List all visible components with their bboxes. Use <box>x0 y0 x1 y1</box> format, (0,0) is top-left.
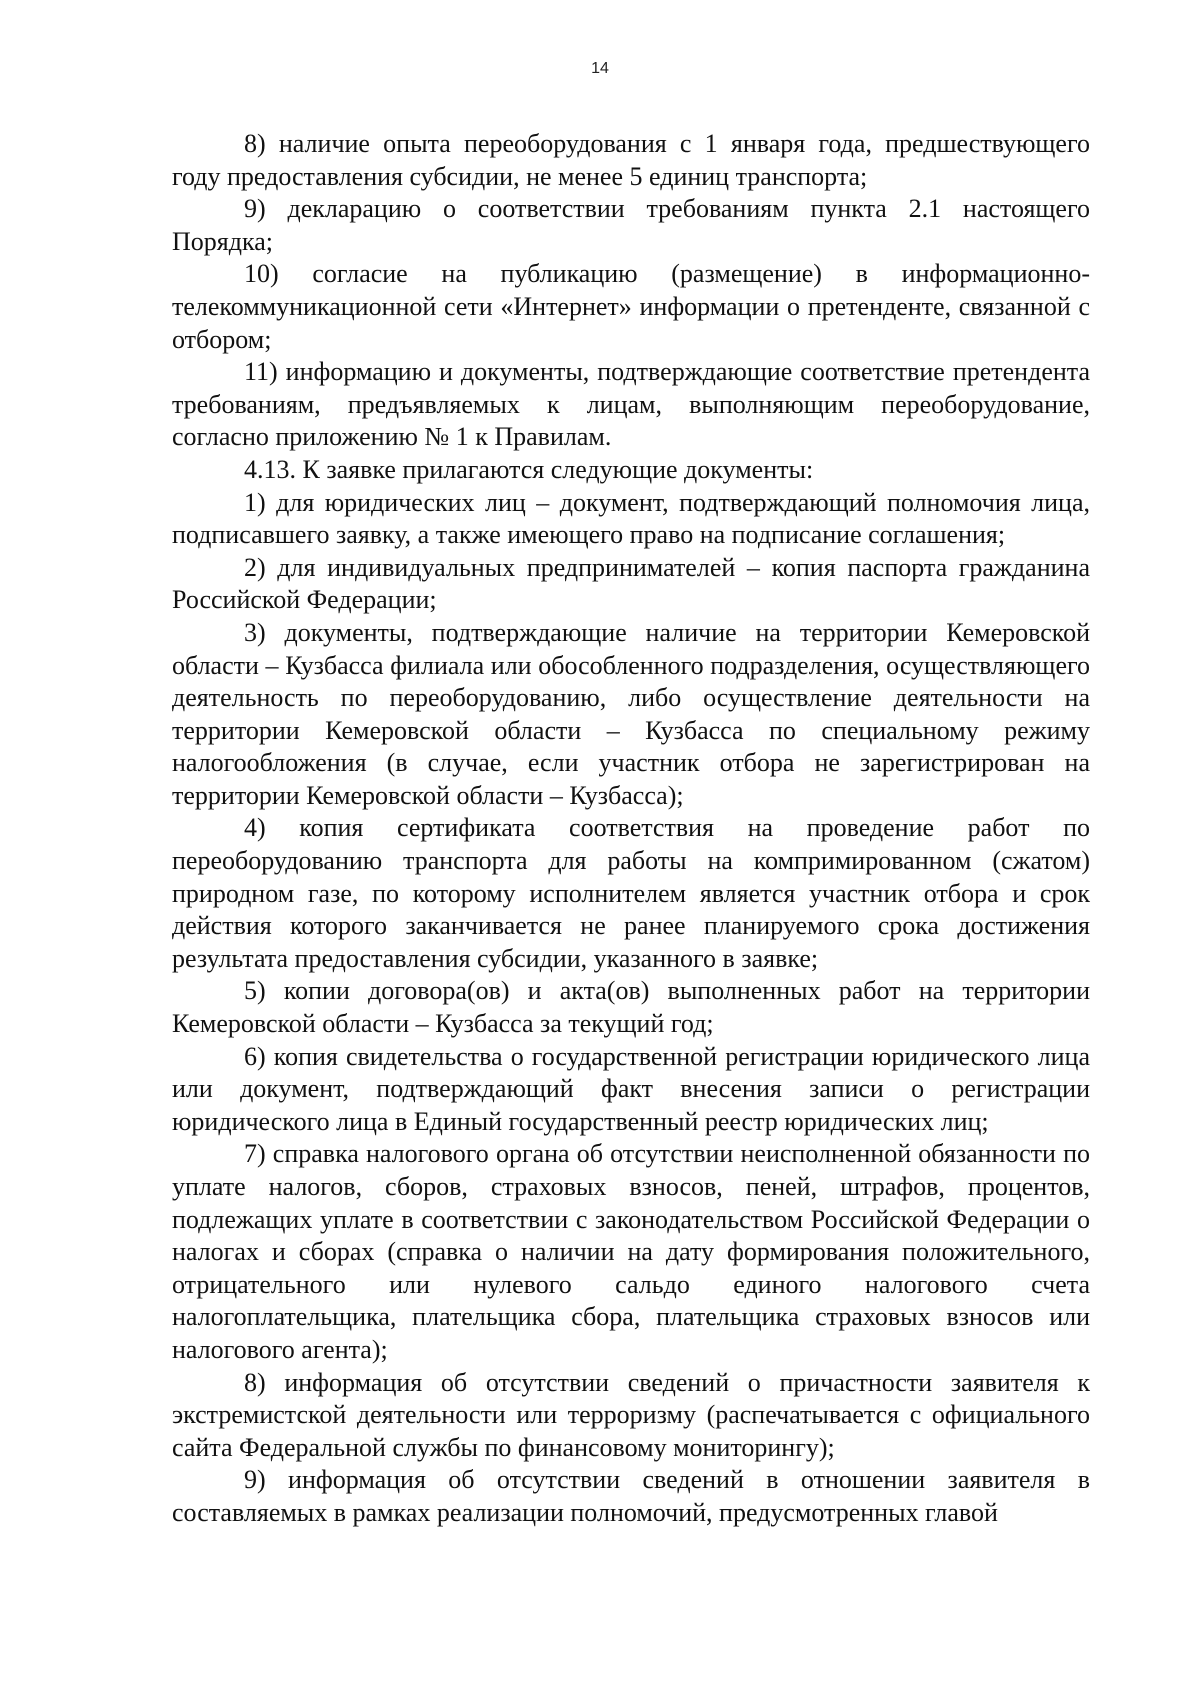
paragraph-item-11: 11) информацию и документы, подтверждающие соответствие претендента требованиям, предъявляемых к лицам, выполняющим переоборудование, согласно приложению № 1 к Правилам. <box>172 357 1090 452</box>
paragraph-doc-9: 9) информация об отсутствии сведений в отношении заявителя в составляемых в рамках реализации полномочий, предусмотренных главой <box>172 1465 1090 1527</box>
paragraph-doc-8: 8) информация об отсутствии сведений о причастности заявителя к экстремистской деятельности или терроризму (распечатывается с официального сайта Федеральной службы по финансовому мониторингу); <box>172 1367 1090 1462</box>
paragraph-item-10: 10) согласие на публикацию (размещение) в информационно-телекоммуникационной сети «Интернет» информации о претенденте, связанной с отбором; <box>172 259 1090 354</box>
paragraph-doc-4: 4) копия сертификата соответствия на проведение работ по переоборудованию транспорта для работы на компримированном (сжатом) природном газе, по которому исполнителем является участник отбора и срок действия которого заканчивается не ранее планируемого срока достижения результата предоставления субсидии, указанного в заявке; <box>172 813 1090 973</box>
paragraph-doc-5: 5) копии договора(ов) и акта(ов) выполненных работ на территории Кемеровской области – Кузбасса за текущий год; <box>172 976 1090 1039</box>
paragraph-doc-1: 1) для юридических лиц – документ, подтверждающий полномочия лица, подписавшего заявку, а также имеющего право на подписание соглашения; <box>172 487 1090 550</box>
paragraph-doc-6: 6) копия свидетельства о государственной регистрации юридического лица или документ, подтверждающий факт внесения записи о регистрации юридического лица в Единый государственный реестр юридических лиц; <box>172 1041 1090 1136</box>
paragraph-doc-7: 7) справка налогового органа об отсутствии неисполненной обязанности по уплате налогов, сборов, страховых взносов, пеней, штрафов, процентов, подлежащих уплате в соответствии с законодательством Российской Федерации о налогах и сборах (справка о наличии на дату формирования положительного, отрицательного или нулевого сальдо единого налогового счета налогоплательщика, плательщика сбора, плательщика страховых взносов или налогового агента); <box>172 1139 1090 1364</box>
page-number: 14 <box>591 60 609 77</box>
paragraph-doc-3: 3) документы, подтверждающие наличие на территории Кемеровской области – Кузбасса филиала или обособленного подразделения, осуществляющего деятельность по переоборудованию, либо осуществление деятельности на территории Кемеровской области – Кузбасса по специальному режиму налогообложения (в случае, если участник отбора не зарегистрирован на территории Кемеровской области – Кузбасса); <box>172 617 1090 810</box>
section-heading-4-13: 4.13. К заявке прилагаются следующие документы: <box>244 454 814 484</box>
paragraph-doc-2: 2) для индивидуальных предпринимателей – копия паспорта гражданина Российской Федерации; <box>172 552 1090 615</box>
document-body <box>172 128 1090 1530</box>
paragraph-item-8: 8) наличие опыта переоборудования с 1 января года, предшествующего году предоставления субсидии, не менее 5 единиц транспорта; <box>172 129 1090 191</box>
paragraph-item-9: 9) декларацию о соответствии требованиям пункта 2.1 настоящего Порядка; <box>172 194 1090 256</box>
